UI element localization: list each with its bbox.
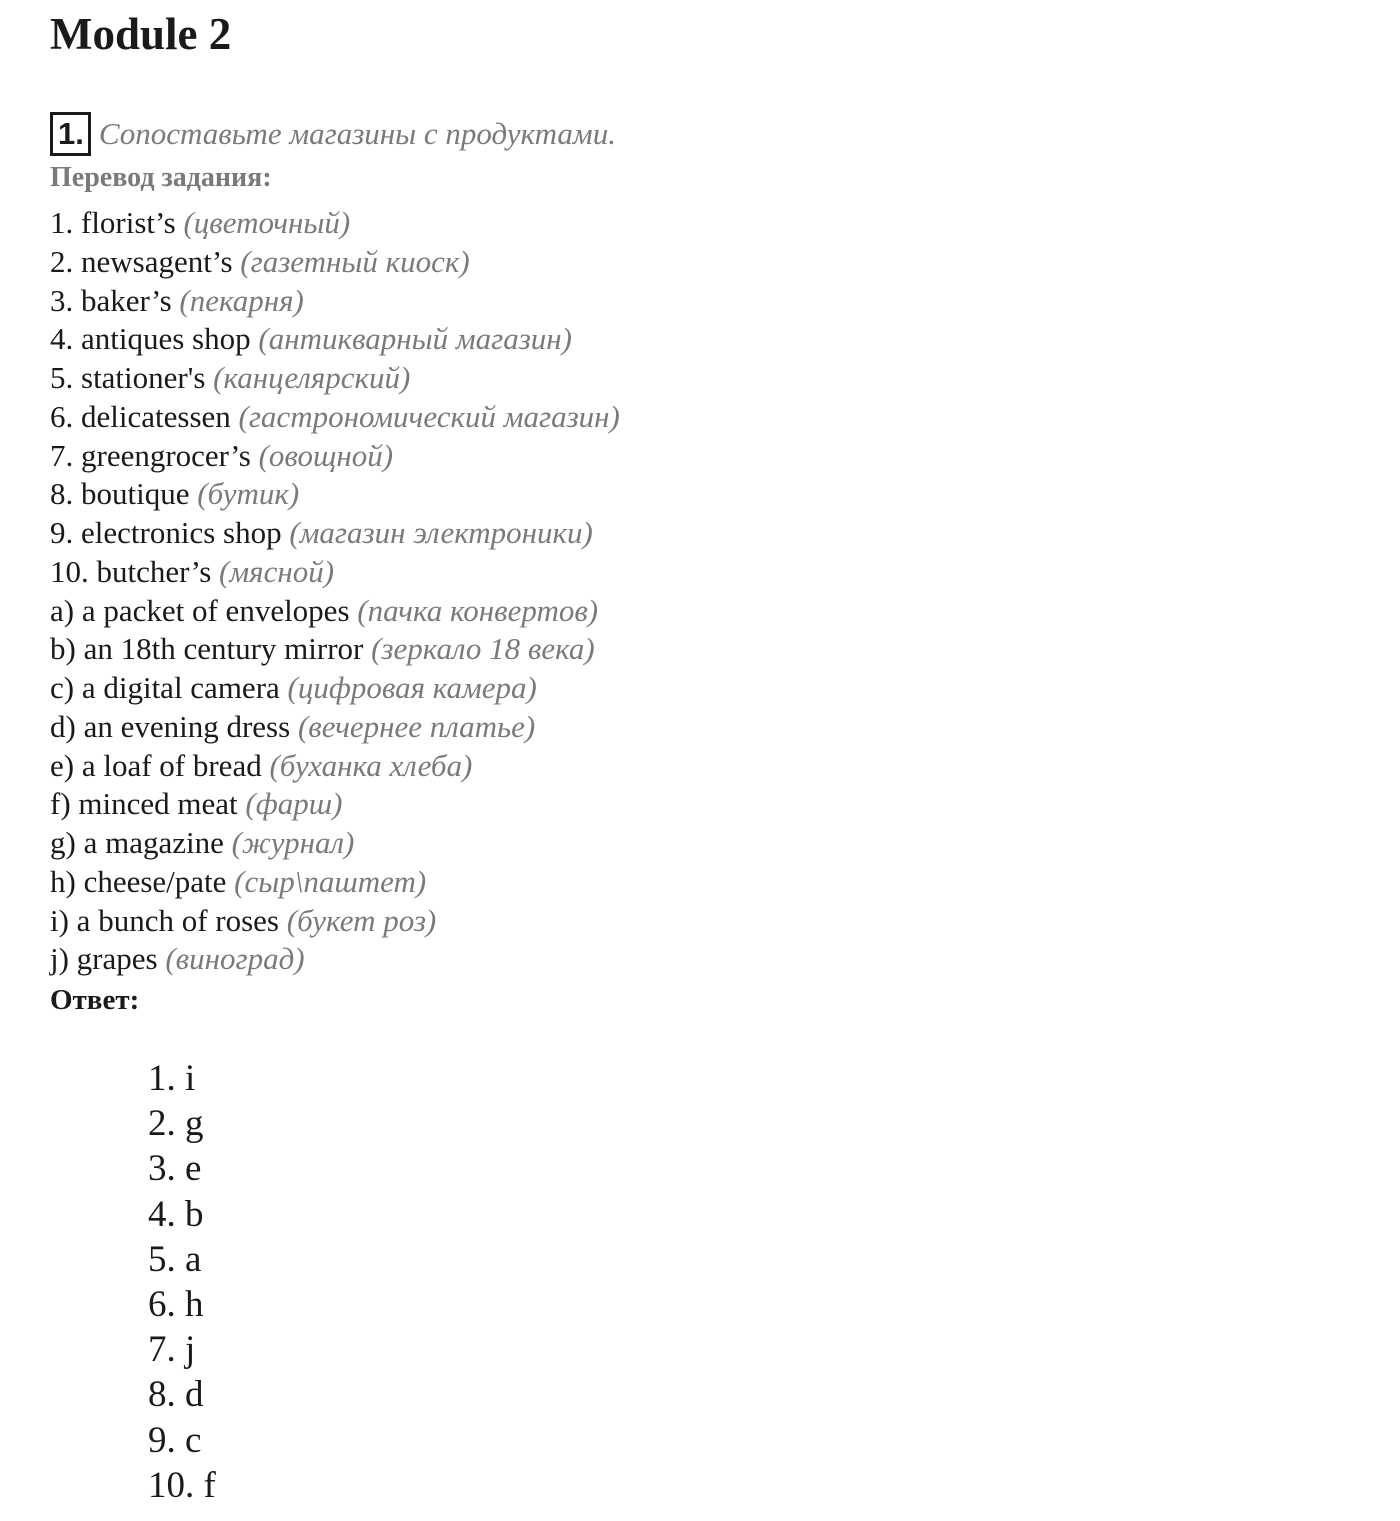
item-english: 4. antiques shop: [50, 321, 259, 357]
answer-item: 9. c: [148, 1419, 202, 1461]
list-item: [50, 437, 620, 476]
item-translation: (канцелярский): [213, 360, 411, 395]
list-item: [50, 785, 620, 824]
answer-item: 5. a: [148, 1238, 202, 1280]
item-translation: (вечернее платье): [297, 708, 536, 744]
task-number-box: 1.: [50, 112, 91, 156]
item-english: h) cheese/pate: [50, 863, 235, 899]
list-item: [50, 592, 620, 631]
item-english: b) an 18th century mirror: [50, 631, 372, 667]
answer-item: 8. d: [148, 1374, 204, 1416]
item-translation: (бутик): [197, 476, 300, 512]
list-item: [50, 320, 620, 359]
item-translation: (магазин электроники): [289, 515, 593, 550]
item-translation: (гастрономический магазин): [238, 398, 620, 434]
task-instruction: Сопоставьте магазины с продуктами.: [98, 116, 616, 151]
list-item: [50, 824, 620, 863]
list-item: [50, 630, 620, 669]
item-english: 9. electronics shop: [50, 515, 290, 550]
list-item: [50, 243, 620, 282]
item-english: 8. boutique: [50, 476, 198, 512]
task-header: [50, 112, 616, 156]
list-item: [50, 553, 620, 592]
item-translation: (антикварный магазин): [258, 321, 573, 357]
list-item: [50, 902, 620, 941]
answer-list: [148, 1056, 216, 1508]
item-translation: (газетный киоск): [240, 243, 470, 279]
item-english: 6. delicatessen: [50, 398, 239, 434]
item-translation: (букет роз): [286, 902, 437, 938]
module-title: Module 2: [50, 9, 232, 59]
item-english: 2. newsagent’s: [50, 243, 241, 279]
item-english: f) minced meat: [50, 786, 246, 822]
item-english: 10. butcher’s: [50, 553, 220, 589]
list-item: [50, 359, 620, 398]
item-english: i) a bunch of roses: [50, 902, 287, 938]
item-translation: (цифровая камера): [287, 670, 537, 705]
answer-item: 7. j: [148, 1329, 196, 1371]
item-translation: (зеркало 18 века): [371, 631, 595, 667]
item-english: a) a packet of envelopes: [50, 592, 358, 628]
item-translation: (журнал): [231, 825, 355, 860]
answer-item: 6. h: [148, 1283, 204, 1325]
list-item: [50, 940, 620, 979]
item-translation: (цветочный): [183, 205, 351, 240]
answer-item: 3. e: [148, 1148, 202, 1190]
item-translation: (пачка конвертов): [357, 592, 599, 628]
answer-item: 10. f: [148, 1464, 216, 1506]
answer-item: 4. b: [148, 1193, 204, 1235]
list-item: [50, 398, 620, 437]
answer-heading: Ответ:: [50, 984, 140, 1016]
list-item: [50, 747, 620, 786]
item-translation: (виноград): [165, 941, 305, 977]
list-item: [50, 514, 620, 553]
vocabulary-list: [50, 204, 620, 979]
item-english: e) a loaf of bread: [50, 747, 270, 783]
list-item: [50, 863, 620, 902]
item-english: 5. stationer's: [50, 360, 214, 395]
item-english: g) a magazine: [50, 825, 232, 860]
item-translation: (пекарня): [179, 282, 304, 318]
list-item: [50, 282, 620, 321]
item-english: 1. florist’s: [50, 205, 184, 240]
list-item: [50, 204, 620, 243]
list-item: [50, 669, 620, 708]
item-translation: (буханка хлеба): [269, 747, 473, 783]
answer-item: 2. g: [148, 1103, 204, 1145]
item-translation: (мясной): [219, 553, 335, 589]
list-item: [50, 708, 620, 747]
translation-heading: Перевод задания:: [50, 162, 272, 193]
item-english: 7. greengrocer’s: [50, 437, 259, 473]
item-translation: (сыр\паштет): [234, 863, 427, 899]
item-translation: (фарш): [245, 786, 343, 822]
list-item: [50, 475, 620, 514]
item-translation: (овощной): [258, 437, 394, 473]
answer-item: 1. i: [148, 1058, 196, 1099]
item-english: c) a digital camera: [50, 670, 288, 705]
item-english: j) grapes: [50, 941, 166, 977]
item-english: 3. baker’s: [50, 282, 180, 318]
item-english: d) an evening dress: [50, 708, 298, 744]
